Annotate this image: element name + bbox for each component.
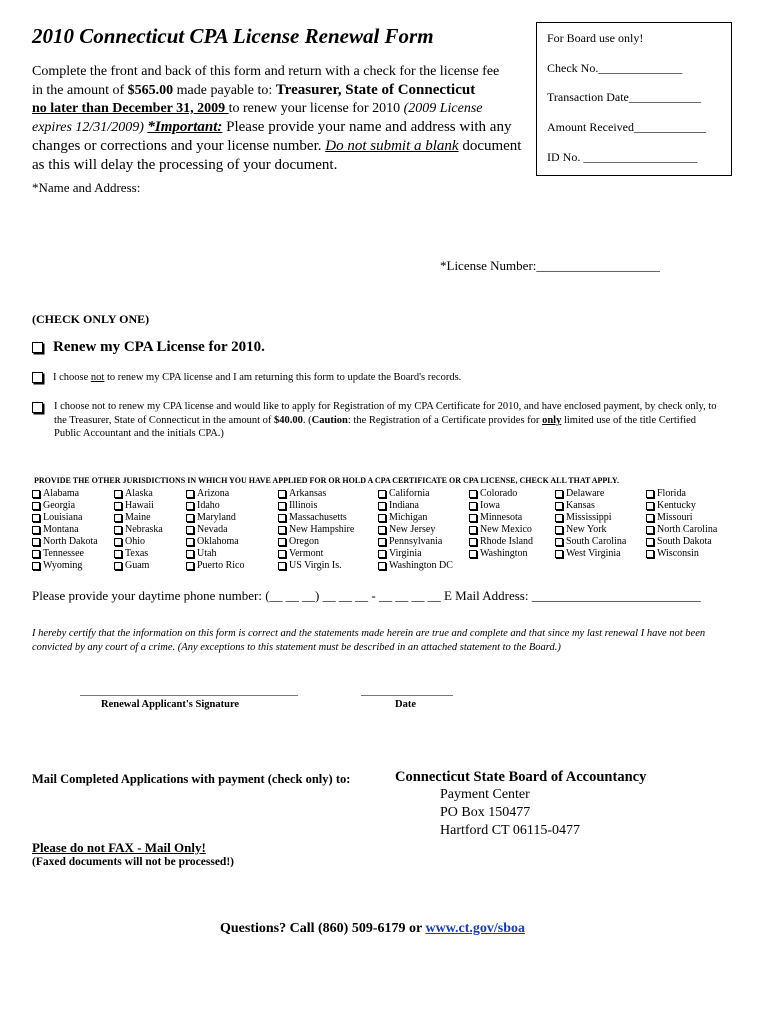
jurisdiction-checkbox[interactable] [278,550,286,558]
jurisdiction-item[interactable] [646,536,712,547]
jurisdiction-label: Hawaii [125,500,154,511]
jurisdiction-label: Mississippi [566,512,612,523]
jurisdiction-checkbox[interactable] [114,562,122,570]
jurisdiction-checkbox[interactable] [646,550,654,558]
registration-checkbox[interactable] [32,402,43,413]
jurisdiction-checkbox[interactable] [278,562,286,570]
jurisdiction-item[interactable] [114,512,151,523]
jurisdiction-item[interactable] [555,524,607,535]
jurisdiction-item[interactable] [469,548,528,559]
signature-label: Renewal Applicant's Signature [101,699,240,710]
mail-to-label: Mail Completed Applications with payment (check only) to: [32,772,351,786]
jurisdiction-item[interactable] [114,500,154,511]
not-renew-checkbox[interactable] [32,372,43,383]
amount-received-field: Amount Received____________ [547,120,706,134]
important-label: *Important: [147,119,223,135]
jurisdiction-item[interactable] [278,512,347,523]
jurisdiction-checkbox[interactable] [378,550,386,558]
jurisdiction-label: Alaska [125,488,153,499]
address-line: Hartford CT 06115-0477 [440,823,580,838]
option-renew[interactable] [32,339,265,356]
jurisdiction-checkbox[interactable] [114,490,122,498]
certification-statement: I hereby certify that the information on this form is correct and the statements made herein are true and complete and that since my last renewal I have not been convicted by any court of a crime. (Any exceptions to this statement must be described in an attached statement to the Board.) [32,628,706,653]
jurisdiction-label: Guam [125,560,150,571]
jurisdiction-item[interactable] [186,512,236,523]
jurisdiction-item[interactable] [278,500,317,511]
jurisdiction-label: Missouri [657,512,693,523]
jurisdiction-label: Kentucky [657,500,696,511]
jurisdiction-checkbox[interactable] [32,490,40,498]
jurisdiction-checkbox[interactable] [278,502,286,510]
jurisdiction-label: Washington [480,548,528,559]
jurisdiction-label: Tennessee [43,548,84,559]
jurisdiction-checkbox[interactable] [32,550,40,558]
jurisdiction-label: New Jersey [389,524,436,535]
jurisdiction-label: Rhode Island [480,536,534,547]
jurisdiction-label: Indiana [389,500,419,511]
jurisdiction-checkbox[interactable] [646,526,654,534]
jurisdiction-item[interactable] [32,536,98,547]
option-renew-label: Renew my CPA License for 2010. [53,339,265,355]
jurisdiction-item[interactable] [555,548,621,559]
jurisdiction-item[interactable] [186,548,216,559]
jurisdiction-item[interactable] [469,500,500,511]
jurisdiction-label: Utah [197,548,217,559]
jurisdiction-label: North Dakota [43,536,98,547]
jurisdiction-item[interactable] [32,548,84,559]
jurisdiction-item[interactable] [114,524,163,535]
jurisdiction-checkbox[interactable] [186,490,194,498]
jurisdiction-item[interactable] [378,560,453,571]
jurisdiction-item[interactable] [646,500,696,511]
jurisdiction-label: Colorado [480,488,518,499]
no-fax-notice: Please do not FAX - Mail Only! [32,840,206,855]
payee: Treasurer, State of Connecticut [275,82,476,98]
date-label: Date [395,699,416,710]
jurisdiction-checkbox[interactable] [278,490,286,498]
jurisdiction-label: Virginia [389,548,422,559]
jurisdiction-item[interactable] [555,512,612,523]
jurisdiction-label: Massachusetts [289,512,347,523]
jurisdiction-label: Nebraska [125,524,163,535]
jurisdiction-item[interactable] [114,560,149,571]
jurisdiction-checkbox[interactable] [114,526,122,534]
jurisdiction-label: Oregon [289,536,319,547]
jurisdiction-checkbox[interactable] [646,502,654,510]
jurisdiction-item[interactable] [469,524,532,535]
jurisdiction-label: North Carolina [657,524,718,535]
jurisdiction-label: South Carolina [566,536,627,547]
jurisdiction-label: Minnesota [480,512,523,523]
jurisdiction-item[interactable] [32,524,79,535]
jurisdiction-label: Texas [125,548,149,559]
jurisdiction-item[interactable] [378,512,427,523]
faxed-notice: (Faxed documents will not be processed!) [32,856,234,868]
deadline: no later than December 31, 2009 [32,101,229,116]
jurisdiction-checkbox[interactable] [186,502,194,510]
jurisdiction-item[interactable] [278,548,323,559]
jurisdiction-label: US Virgin Is. [289,560,342,571]
jurisdiction-item[interactable] [378,536,442,547]
jurisdiction-item[interactable] [646,488,686,499]
jurisdiction-item[interactable] [555,536,626,547]
jurisdiction-item[interactable] [186,488,229,499]
jurisdiction-label: Kansas [566,500,595,511]
jurisdiction-checkbox[interactable] [378,538,386,546]
jurisdiction-checkbox[interactable] [32,502,40,510]
jurisdiction-label: California [389,488,430,499]
jurisdiction-label: Iowa [480,500,500,511]
jurisdiction-checkbox[interactable] [555,550,563,558]
jurisdiction-checkbox[interactable] [32,538,40,546]
jurisdiction-checkbox[interactable] [646,514,654,522]
jurisdictions-heading: PROVIDE THE OTHER JURISDICTIONS IN WHICH YOU HAVE APPLIED FOR OR HOLD A CPA CERTIFICATE OR CPA LICENSE, CHECK ALL THAT APPLY. [34,476,619,485]
jurisdiction-label: Florida [657,488,686,499]
jurisdiction-label: Georgia [43,500,76,511]
jurisdiction-label: Michigan [389,512,428,523]
jurisdiction-item[interactable] [32,512,82,523]
jurisdiction-item[interactable] [278,536,319,547]
jurisdiction-checkbox[interactable] [646,490,654,498]
jurisdiction-label: Delaware [566,488,605,499]
date-line[interactable] [361,695,453,696]
jurisdiction-checkbox[interactable] [278,538,286,546]
jurisdiction-item[interactable] [186,560,245,571]
jurisdiction-checkbox[interactable] [114,538,122,546]
address-line: Payment Center [440,787,530,802]
jurisdiction-checkbox[interactable] [469,490,477,498]
jurisdiction-label: Illinois [289,500,318,511]
jurisdiction-checkbox[interactable] [555,538,563,546]
jurisdiction-item[interactable] [278,524,354,535]
jurisdiction-checkbox[interactable] [114,550,122,558]
jurisdiction-label: Oklahoma [197,536,239,547]
jurisdiction-checkbox[interactable] [469,538,477,546]
jurisdiction-checkbox[interactable] [555,490,563,498]
jurisdiction-label: Pennsylvania [389,536,443,547]
jurisdiction-checkbox[interactable] [114,514,122,522]
jurisdiction-label: Montana [43,524,79,535]
jurisdiction-label: South Dakota [657,536,712,547]
jurisdiction-label: New Mexico [480,524,532,535]
id-no-field: ID No. ___________________ [547,150,698,164]
signature-line[interactable] [80,695,298,696]
jurisdiction-item[interactable] [378,524,435,535]
transaction-date-field: Transaction Date____________ [547,90,701,104]
jurisdiction-label: New York [566,524,607,535]
jurisdiction-checkbox[interactable] [469,502,477,510]
fee-amount: $565.00 [127,83,174,98]
jurisdiction-item[interactable] [186,524,228,535]
jurisdiction-item[interactable] [114,488,153,499]
option-registration-label: I choose not to renew my CPA license and would like to apply for Registration of my CPA Certificate for 2010, and have enclosed payment, by check only, to the Treasurer, State of Connecticut in the amount of $40.00. (Caution: the Registration of a Certificate provides for only limited use of the title Certified Public Accountant and the initials CPA.) [54,401,717,439]
jurisdiction-item[interactable] [32,500,75,511]
phone-email-line[interactable]: Please provide your daytime phone number: (__ __ __) __ __ __ - __ __ __ __ E Mail Address: __________________________ [32,588,701,603]
jurisdiction-label: Alabama [43,488,80,499]
jurisdiction-item[interactable] [114,548,148,559]
check-only-one-label: (CHECK ONLY ONE) [32,312,150,326]
jurisdiction-item[interactable] [186,536,239,547]
jurisdiction-label: Arkansas [289,488,327,499]
form-title: 2010 Connecticut CPA License Renewal Form [32,24,434,48]
board-use-heading: For Board use only! [547,31,644,45]
jurisdiction-item[interactable] [469,488,517,499]
jurisdiction-item[interactable] [469,512,522,523]
jurisdiction-checkbox[interactable] [186,538,194,546]
jurisdiction-item[interactable] [114,536,145,547]
jurisdiction-label: Louisiana [43,512,83,523]
jurisdiction-checkbox[interactable] [32,562,40,570]
jurisdiction-checkbox[interactable] [555,514,563,522]
jurisdiction-item[interactable] [32,560,82,571]
jurisdiction-label: Nevada [197,524,228,535]
jurisdiction-item[interactable] [555,500,595,511]
jurisdiction-checkbox[interactable] [186,526,194,534]
jurisdiction-checkbox[interactable] [32,526,40,534]
jurisdiction-checkbox[interactable] [186,550,194,558]
name-address-label: *Name and Address: [32,180,141,195]
license-number-field[interactable]: *License Number:___________________ [440,258,660,273]
jurisdiction-item[interactable] [186,500,220,511]
jurisdiction-checkbox[interactable] [555,526,563,534]
jurisdiction-label: Maine [125,512,151,523]
instructions-paragraph: Complete the front and back of this form and return with a check for the license fee in the amount of $565.00 made payable to: Treasurer, State of Connecticut no later than December 31, 2009 to renew your license for 2010 (2009 License expires 12/31/2009) *Important: Please provide your name and address with any changes or corrections and your license number. Do not submit a blank document as this will delay the processing of your document. [32,64,522,173]
jurisdiction-item[interactable] [378,548,422,559]
jurisdiction-label: Ohio [125,536,145,547]
jurisdiction-label: Vermont [289,548,324,559]
jurisdiction-checkbox[interactable] [646,538,654,546]
jurisdiction-label: Puerto Rico [197,560,245,571]
jurisdiction-item[interactable] [278,560,342,571]
jurisdiction-checkbox[interactable] [378,562,386,570]
address-line: PO Box 150477 [440,805,531,820]
website-link[interactable]: www.ct.gov/sboa [425,921,526,936]
jurisdiction-label: Arizona [197,488,230,499]
renew-checkbox[interactable] [32,342,43,353]
jurisdiction-checkbox[interactable] [555,502,563,510]
jurisdiction-checkbox[interactable] [378,514,386,522]
jurisdiction-label: Idaho [197,500,220,511]
jurisdiction-checkbox[interactable] [378,526,386,534]
check-no-field: Check No.______________ [547,61,683,75]
jurisdiction-label: Wisconsin [657,548,699,559]
jurisdiction-label: Washington DC [389,560,453,571]
jurisdiction-checkbox[interactable] [469,550,477,558]
jurisdiction-label: New Hampshire [289,524,355,535]
jurisdiction-checkbox[interactable] [378,502,386,510]
board-use-box [536,22,732,176]
jurisdiction-item[interactable] [646,524,717,535]
jurisdiction-checkbox[interactable] [114,502,122,510]
option-not-renew[interactable]: I choose not to renew my CPA license and I am returning this form to update the Board's records. [32,372,461,383]
board-name: Connecticut State Board of Accountancy [395,769,647,785]
jurisdiction-checkbox[interactable] [378,490,386,498]
jurisdiction-item[interactable] [646,512,693,523]
jurisdiction-checkbox[interactable] [32,514,40,522]
jurisdiction-checkbox[interactable] [278,526,286,534]
jurisdiction-checkbox[interactable] [186,514,194,522]
jurisdiction-checkbox[interactable] [469,526,477,534]
jurisdiction-item[interactable] [378,500,419,511]
jurisdiction-item[interactable] [646,548,699,559]
jurisdiction-item[interactable] [32,488,79,499]
jurisdiction-item[interactable] [278,488,326,499]
jurisdiction-item[interactable] [378,488,430,499]
questions-line: Questions? Call (860) 509-6179 or www.ct.gov/sboa [220,921,526,936]
jurisdiction-checkbox[interactable] [278,514,286,522]
jurisdiction-checkbox[interactable] [186,562,194,570]
jurisdiction-label: Wyoming [43,560,83,571]
jurisdiction-label: Maryland [197,512,236,523]
jurisdiction-item[interactable] [469,536,533,547]
jurisdiction-label: West Virginia [566,548,621,559]
jurisdiction-checkbox[interactable] [469,514,477,522]
jurisdiction-item[interactable] [555,488,604,499]
do-not-submit-blank: Do not submit a blank [325,138,459,154]
